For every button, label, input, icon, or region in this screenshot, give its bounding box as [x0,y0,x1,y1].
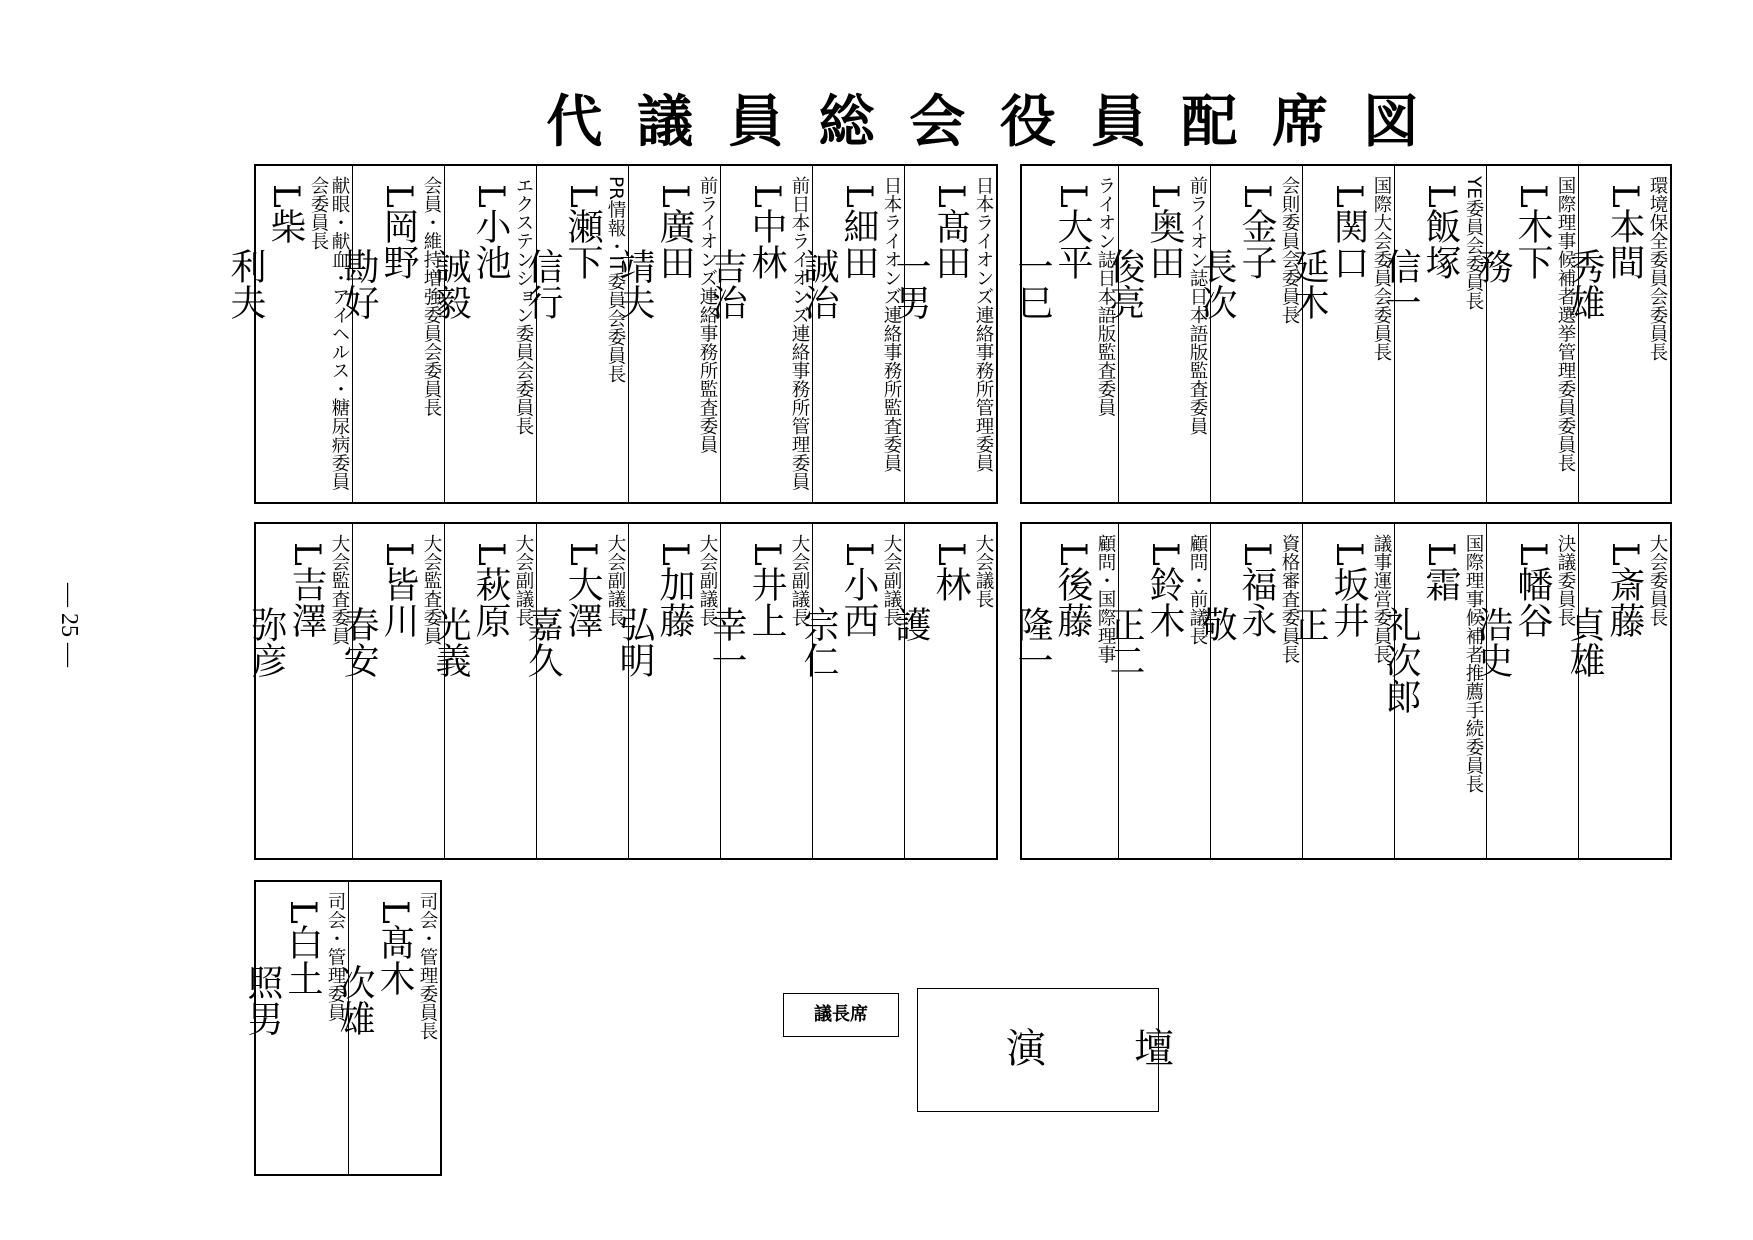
lion-member-mark: L [838,542,879,566]
seat-person [225,166,308,502]
lion-member-mark: L [1328,184,1369,208]
seat-person [1104,166,1187,502]
seat-person [1196,524,1279,858]
seat-person [1380,166,1463,502]
lion-member-mark: L [378,184,419,208]
person-given-name: 幸一 [706,606,747,678]
person-given-name: 礼次郎 [1380,606,1421,714]
person-given-name: 勘好 [338,248,379,320]
lion-member-mark: L [1420,184,1461,208]
person-surname: 坂井 [1328,565,1369,638]
seat-person [1564,166,1647,502]
person-given-name: 弘明 [614,606,655,678]
seat-role: 議事運営委員長 [1371,534,1392,664]
seat-role: 大会副議長 [789,534,810,627]
seat-role: 大会副議長 [881,534,902,627]
person-surname: 霜 [1420,565,1461,602]
person-surname: 白土 [282,923,323,996]
lion-member-mark: L [930,184,971,208]
lion-member-mark: L [746,184,787,208]
seat-role: 日本ライオンズ連絡事務所管理委員 [973,176,994,472]
person-given-name: 浩史 [1472,606,1513,678]
seat-person [522,524,605,858]
person-given-name: 靖夫 [614,248,655,320]
podium: 演壇 [917,988,1159,1112]
person-surname: 大平 [1052,207,1093,280]
person-surname: 福永 [1236,565,1277,638]
lion-member-mark: L [1420,542,1461,566]
person-given-name: 護 [890,606,931,642]
person-surname: 本間 [1604,207,1645,280]
seat-role: 国際理事候補者選挙管理委員委員長 [1555,176,1576,472]
seat-person [1288,166,1371,502]
person-given-name: 利夫 [225,248,266,320]
person-given-name: 次雄 [334,964,375,1036]
person-given-name: 一男 [890,248,931,320]
lion-member-mark: L [1052,542,1093,566]
seat-role: 大会委員長 [1647,534,1668,627]
lion-member-mark: L [1512,542,1553,566]
seat-role: 前ライオン誌日本語版監査委員 [1187,176,1208,435]
person-surname: 後藤 [1052,565,1093,638]
lion-member-mark: L [562,184,603,208]
seat-role: 日本ライオンズ連絡事務所監査委員 [881,176,902,472]
seat-person [1104,524,1187,858]
person-surname: 瀬下 [562,207,603,280]
seat-person [614,166,697,502]
person-surname: 岡野 [378,207,419,280]
person-surname: 廣田 [654,207,695,280]
seat-role: 顧問・前議長 [1187,534,1208,645]
seating-block-middle-left [246,522,998,860]
seat-role: 環境保全委員会委員長 [1647,176,1668,361]
person-surname: 鈴木 [1144,565,1185,638]
seat-role: 大会監査委員 [421,534,442,645]
person-given-name: 光義 [430,606,471,678]
person-given-name: 信行 [522,248,563,320]
seat-role: PR情報・IT委員会委員長 [605,176,626,384]
seat-role: 大会監査委員 [329,534,350,645]
seat-person [706,524,789,858]
page-title: 代議員総会役員配席図 [546,89,1454,155]
seat-person [334,882,417,1174]
lion-member-mark: L [562,542,603,566]
page-number: — 25 — [56,583,82,667]
person-surname: 木下 [1512,207,1553,280]
seating-block-bottom [242,880,442,1176]
person-given-name: 隆一 [1012,606,1053,678]
seat-person [1288,524,1371,858]
person-surname: 林 [930,565,971,602]
seat-person [1012,524,1095,858]
seat-role: 資格審査委員長 [1279,534,1300,664]
person-given-name: 秀雄 [1564,248,1605,320]
person-given-name: 誠毅 [430,248,471,320]
person-given-name: 誠治 [798,248,839,320]
seat-role: YE委員会委員長 [1463,176,1484,310]
person-surname: 髙木 [374,923,415,996]
lion-member-mark: L [1236,542,1277,566]
person-surname: 大澤 [562,565,603,638]
person-surname: 関口 [1328,207,1369,280]
seat-role: 会員・維持増強委員会委員長 [421,176,442,417]
person-surname: 小西 [838,565,879,638]
seat-person [1564,524,1647,858]
seat-person [706,166,789,502]
person-given-name: 務 [1472,248,1513,284]
person-given-name: 弥彦 [246,606,287,678]
lion-member-mark: L [1328,542,1369,566]
lion-member-mark: L [1604,184,1645,208]
lion-member-mark: L [374,900,415,924]
seat-role: 顧問・国際理事 [1095,534,1116,664]
seat-person [246,524,329,858]
lion-member-mark: L [470,184,511,208]
seat-person [522,166,605,502]
person-given-name: 延木 [1288,248,1329,320]
person-given-name: 俊亮 [1104,248,1145,320]
seat-role: 大会副議長 [605,534,626,627]
lion-member-mark: L [1144,184,1185,208]
lion-member-mark: L [470,542,511,566]
seat-person [1196,166,1279,502]
person-surname: 柴 [265,207,306,244]
person-surname: 小池 [470,207,511,280]
lion-member-mark: L [378,542,419,566]
person-surname: 井上 [746,565,787,638]
seat-role: 大会副議長 [697,534,718,627]
person-surname: 斎藤 [1604,565,1645,638]
seat-person [614,524,697,858]
lion-member-mark: L [282,900,323,924]
person-given-name: 宗仁 [798,606,839,678]
lion-member-mark: L [1512,184,1553,208]
person-surname: 細田 [838,207,879,280]
seat-person [798,166,881,502]
chair-seat-label: 議長席 [783,993,899,1037]
seat-person [1012,166,1095,502]
person-given-name: 一巳 [1012,248,1053,320]
lion-member-mark: L [1604,542,1645,566]
seat-person [338,166,421,502]
seat-role: 決議委員長 [1555,534,1576,627]
seat-role: 大会議長 [973,534,994,608]
person-given-name: 春安 [338,606,379,678]
person-given-name: 嘉久 [522,606,563,678]
person-given-name: 正 [1288,606,1329,642]
lion-member-mark: L [1144,542,1185,566]
seat-role: 会則委員会委員長 [1279,176,1300,324]
seat-role: 前ライオンズ連絡事務所監査委員 [697,176,718,454]
person-surname: 中林 [746,207,787,280]
person-given-name: 正二 [1104,606,1145,678]
seat-role: エクステンション委員会委員長 [513,176,534,435]
seating-block-top-left [225,164,998,504]
lion-member-mark: L [654,184,695,208]
lion-member-mark: L [838,184,879,208]
seat-role: 司会・管理委員長 [417,892,438,1040]
seat-role: 前日本ライオンズ連絡事務所管理委員 [789,176,810,491]
person-given-name: 敬 [1196,606,1237,642]
person-surname: 加藤 [654,565,695,638]
seat-person [1472,524,1555,858]
person-given-name: 照男 [242,964,283,1036]
person-given-name: 貞雄 [1564,606,1605,678]
seat-person [1472,166,1555,502]
seat-person [1380,524,1463,858]
seat-person [890,166,973,502]
seat-role: 司会・管理委員 [325,892,346,1022]
lion-member-mark: L [1052,184,1093,208]
seating-block-middle-right [1012,522,1672,860]
seat-person [430,166,513,502]
person-surname: 皆川 [378,565,419,638]
person-surname: 幡谷 [1512,565,1553,638]
seat-person [798,524,881,858]
seat-role: 献眼・献血・アイヘルス・糖尿病委員会委員長 [308,176,350,491]
lion-member-mark: L [265,184,306,208]
lion-member-mark: L [930,542,971,566]
person-given-name: 信一 [1380,248,1421,320]
lion-member-mark: L [1236,184,1277,208]
lion-member-mark: L [286,542,327,566]
seat-role: ライオン誌日本語版監査委員 [1095,176,1116,417]
seat-role: 大会副議長 [513,534,534,627]
lion-member-mark: L [654,542,695,566]
seat-person [430,524,513,858]
lion-member-mark: L [746,542,787,566]
person-surname: 吉澤 [286,565,327,638]
person-surname: 萩原 [470,565,511,638]
seating-block-top-right [1012,164,1672,504]
seat-person [338,524,421,858]
person-surname: 髙田 [930,207,971,280]
person-given-name: 長次 [1196,248,1237,320]
seat-cell [334,882,440,1174]
seat-role: 国際理事候補者推薦手続委員長 [1463,534,1484,793]
seat-person [890,524,973,858]
person-surname: 奥田 [1144,207,1185,280]
seat-role: 国際大会委員会委員長 [1371,176,1392,361]
person-surname: 金子 [1236,207,1277,280]
person-surname: 飯塚 [1420,207,1461,280]
seat-person [242,882,325,1174]
person-given-name: 吉治 [706,248,747,320]
